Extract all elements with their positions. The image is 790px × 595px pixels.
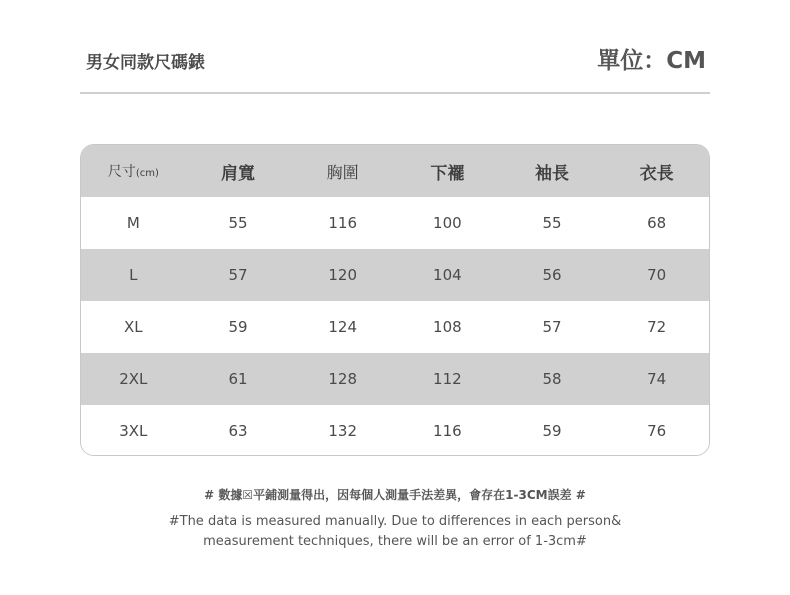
note-en-line2: measurement techniques, there will be an error of 1-3cm#: [203, 534, 587, 549]
table-row: [81, 353, 709, 405]
cell-size: XL: [124, 318, 143, 336]
cell-length: 70: [647, 266, 667, 284]
cell-chest: 120: [328, 266, 357, 284]
size-table: [80, 144, 710, 456]
cell-size: 2XL: [119, 370, 148, 388]
cell-sleeve: 59: [542, 422, 562, 440]
cell-sleeve: 57: [542, 318, 562, 336]
cell-sleeve: 55: [542, 214, 562, 232]
cell-shoulder: 61: [228, 370, 248, 388]
page-title: 男女同款尺碼錶: [86, 53, 205, 73]
cell-length: 74: [647, 370, 667, 388]
header-length: 衣長: [639, 163, 674, 184]
measurement-note-en: [0, 512, 790, 552]
cell-size: 3XL: [119, 422, 148, 440]
cell-size: L: [129, 266, 138, 284]
cell-shoulder: 55: [228, 214, 248, 232]
unit-label: 單位：CM: [597, 48, 706, 74]
cell-hem: 104: [433, 266, 462, 284]
header-sleeve: 袖長: [535, 163, 570, 184]
measurement-note-zh: # 數據☒平鋪測量得出，因每個人測量手法差異，會存在1-3CM誤差 #: [204, 488, 586, 502]
cell-hem: 108: [433, 318, 462, 336]
cell-shoulder: 63: [228, 422, 248, 440]
table-row: [81, 301, 709, 353]
table-row: [81, 249, 709, 301]
divider: [80, 92, 710, 94]
cell-hem: 112: [433, 370, 462, 388]
cell-length: 72: [647, 318, 667, 336]
note-en-line1: #The data is measured manually. Due to differences in each person&: [168, 514, 622, 529]
cell-length: 68: [647, 214, 667, 232]
cell-shoulder: 57: [228, 266, 248, 284]
cell-hem: 100: [433, 214, 462, 232]
table-row: [81, 197, 709, 249]
cell-sleeve: 58: [542, 370, 562, 388]
header-hem: 下襬: [430, 163, 465, 184]
header-shoulder: 肩寬: [221, 163, 255, 184]
size-label: 尺寸: [107, 164, 136, 180]
cell-length: 76: [647, 422, 667, 440]
cell-chest: 132: [328, 422, 357, 440]
cell-shoulder: 59: [228, 318, 248, 336]
header-chest: 胸圍: [326, 162, 359, 182]
size-unit: (cm): [135, 168, 159, 179]
cell-sleeve: 56: [542, 266, 562, 284]
cell-chest: 116: [328, 214, 357, 232]
cell-size: M: [126, 214, 140, 232]
cell-chest: 128: [328, 370, 357, 388]
table-row: [81, 405, 709, 456]
header-size: [81, 161, 186, 181]
cell-hem: 116: [433, 422, 462, 440]
table-header-row: [81, 145, 709, 197]
cell-chest: 124: [328, 318, 357, 336]
